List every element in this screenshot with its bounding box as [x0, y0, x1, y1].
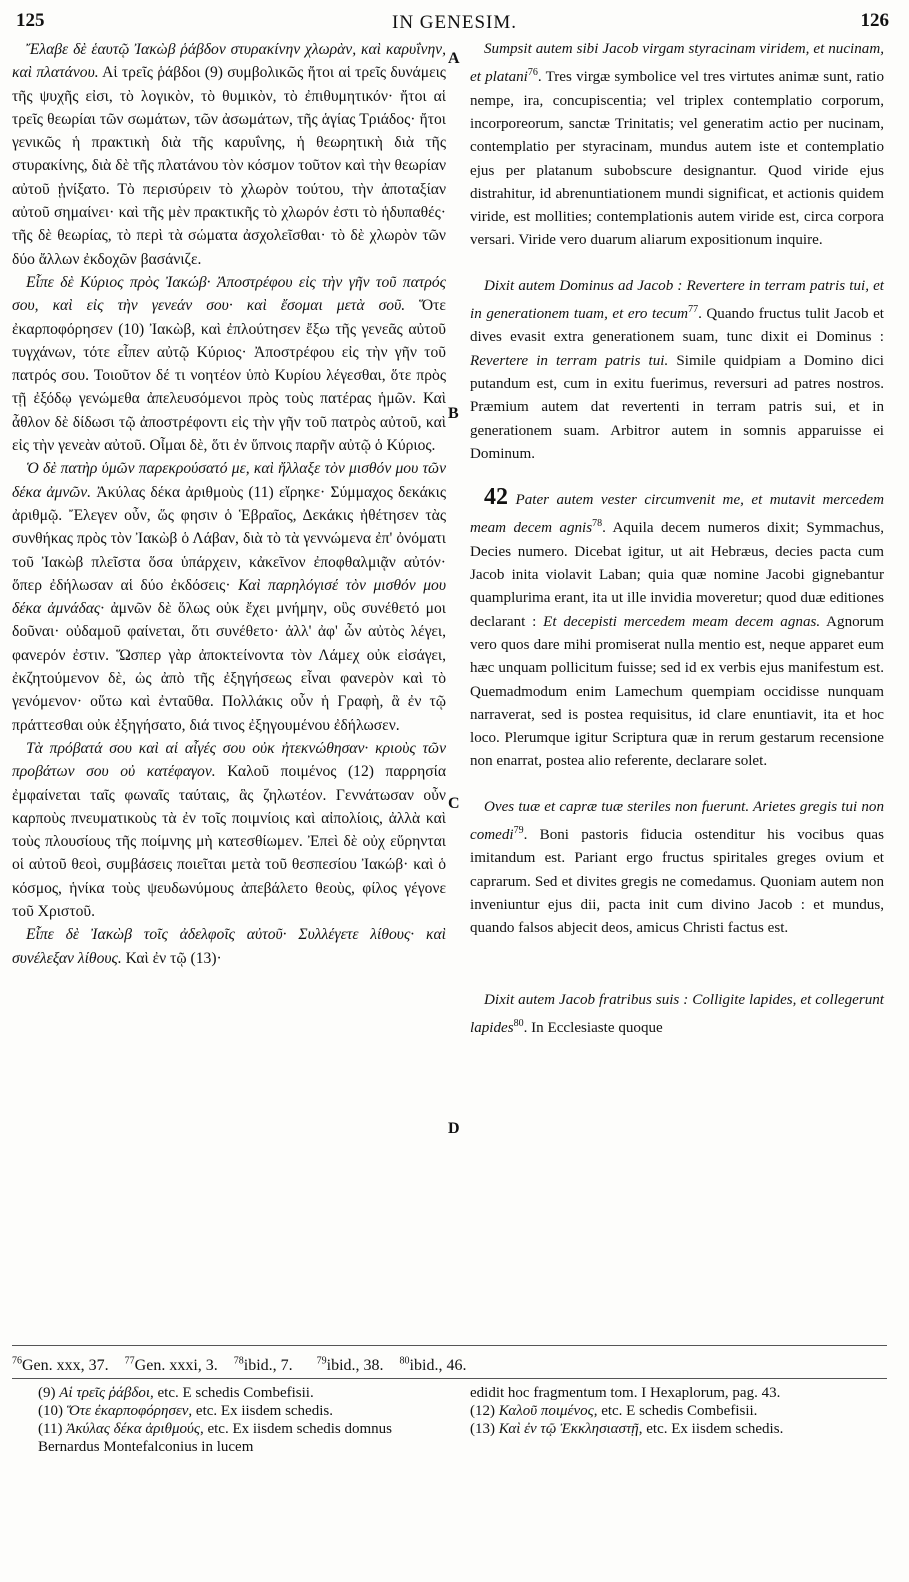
margin-letter-d: D	[448, 1120, 460, 1137]
latin-column	[470, 38, 884, 1040]
scripture-references	[12, 1356, 892, 1375]
latin-paragraph: Dixit autem Dominus ad Jacob : Revertere in terram patris tui, et in generationem tuam, et ero tecum$^{77}$. Quando fructus tulit Jacob et dives evasit extra generationem suam, tunc dixit ei Dominus : Revertere in terram patris tui. Simile quidpiam a Domino dici putandum est, cum in exitu fuerimus, reversuri ad patres nostros. Præmium autem dat revertenti in terram patris sui, et in generationem suam. Arbitror autem in somnis apparuisse ei Dominum.	[470, 277, 884, 462]
footnote: (10) Ὅτε ἐκαρποφόρησεν, etc. Ex iisdem schedis.	[38, 1403, 333, 1419]
footnote: edidit hoc fragmentum tom. I Hexaplorum, pag. 43.	[470, 1385, 781, 1401]
greek-paragraph: Εἶπε δὲ Ἰακὼβ τοῖς ἀδελφοῖς αὐτοῦ· Συλλέγετε λίθους· καὶ συνέλεξαν λίθους. Καὶ ἐν τῷ (13)·	[12, 926, 446, 967]
divider	[12, 1345, 887, 1346]
margin-letter-c: C	[448, 795, 460, 812]
greek-paragraph: Ὁ δὲ πατὴρ ὑμῶν παρεκρούσατό με, καὶ ἤλλαξε τὸν μισθόν μου τῶν δέκα ἀμνῶν. Ἀκύλας δέκα ἀριθμοὺς (11) εἴρηκε· Σύμμαχος δεκάκις ἀριθμῷ. Ἔλεγεν οὖν, ὥς φησιν ὁ Ἑβραῖος, Δεκάκις ἠθέτησεν τὰς συνθήκας πρὸς τὸν Ἰακὼβ ὁ Λάβαν, διὰ τὸ τὰ γεννώμενα ἐπ' ὀνόματι τοῦ Ἰακὼβ πλεῖστα ὅσα ὑπάρχειν, κἀκεῖνον ἐποφθαλμιᾷν αὐτόν· ὅπερ ἐδήλωσαν αἱ δύο ἐκδόσεις· Καὶ παρηλόγισέ τὸν μισθόν μου δέκα ἀμνάδας· ἀμνῶν δὲ ὅλως οὐκ ἔχει μνήμην, οὓς συνέθετό μοι δοῦναι· οὐδαμοῦ φαίνεται, ὅτι συνέθετο· ἀλλ' ἀφ' ὧν αὐτὸς λέγει, φανερόν ἐστιν. Ὥσπερ γὰρ ἀποκτείνοντα τὸν Λάμεχ οὐκ εἰσάγει, ἐκζητούμενον δὲ, ὡς ἀπὸ τῆς ἐξηγήσεως εἶναι φανερὸν καὶ τὸ γενόμενον· οὕτω καὶ ἐνταῦθα. Πολλάκις οὖν ἡ Γραφὴ, ἃ ἐν τῷ πράττεσθαι οὐκ ἐξηγήσατο, διά τινος ἐξηγουμένου ἐδήλωσεν.	[12, 460, 447, 734]
margin-letter-a: A	[448, 50, 460, 67]
footnotes-right	[470, 1384, 890, 1438]
latin-paragraph: Oves tuæ et capræ tuæ steriles non fuerunt. Arietes gregis tui non comedi$^{79}$. Boni pastoris fiducia ostenditur his vocibus quas imitandum est. Pariant ergo fructus spiritales greges ovium et caprarum. Sed et divites gregis ne comedamus. Quoniam autem non inveniuntur ejus dii, pacta init cum divino Jacob : et mundus, quando falsos abjecit deos, amicus Christi factus est.	[470, 798, 884, 937]
greek-paragraph: Τὰ πρόβατά σου καὶ αἱ αἶγές σου οὐκ ἠτεκνώθησαν· κριοὺς τῶν προβάτων σου οὐ κατέφαγον. Καλοῦ ποιμένος (12) παρρησία ἐμφαίνεται ταῖς φωναῖς ταύταις, ἃς ζηλωτέον. Γεννάτωσαν οὖν καρποὺς πνευματικοὺς τὰ ἐν τοῖς ποιμνίοις καὶ αἰπολίοις, ἀλλὰ καὶ τοὺς πλουσίους τῆς ποίμνης μὴ κατεσθίωμεν. Ἐπεὶ δὲ οὐχ εὕρηνται οἱ αὐτοῦ θεοὶ, συμβάσεις ποιεῖται μετὰ τοῦ θεσπεσίου Ἰακώβ· καὶ ὁ κόσμος, ἡνίκα τοὺς ψευδωνύμους ἀπεβάλετο θεοὺς, φίλος γέγονε τοῦ Χριστοῦ.	[12, 739, 447, 920]
footnote: (9) Αἱ τρεῖς ῥάβδοι, etc. E schedis Combefisii.	[38, 1385, 314, 1401]
section-number: 42	[484, 484, 508, 511]
reference: $^{77}$Gen. xxxi, 3.	[124, 1356, 218, 1375]
margin-letter-b: B	[448, 405, 459, 422]
footnote: (11) Ἀκύλας δέκα ἀριθμούς, etc. Ex iisdem schedis domnus Bernardus Montefalconius in lucem	[38, 1421, 393, 1455]
latin-paragraph: 42 Pater autem vester circumvenit me, et mutavit mercedem meam decem agnis$^{78}$. Aquila decem numeros dixit; Symmachus, Decies numero. Dicebat igitur, ut ait Hebræus, decies pacta cum Jacob inita violavit Laban; quia quæ nomine Jacobi gignebantur quamplurima erant, ita ut ille invidia moveretur; quod duæ editiones declarant : Et decepisti mercedem meam decem agnas. Agnorum vero quos dare mihi promiserat nulla mentio est, neque apparet eum hæc unquam pollicitum fuisse; sed id ex verbis ejus manifestum est. Quemadmodum enim Lamechum quempiam occidisse nunquam narraverat, sed is postea requisitus, id clare enuntiavit, ita et hoc loco. Plerumque igitur Scriptura quæ in rerum gestarum recensione non enarrat, postea alio referente, declarare solet.	[470, 484, 884, 770]
footnote: (13) Καὶ ἐν τῷ Ἐκκλησιαστῇ, etc. Ex iisdem schedis.	[470, 1421, 784, 1437]
reference: $^{80}$ibid., 46.	[399, 1356, 467, 1375]
latin-paragraph: Dixit autem Jacob fratribus suis : Colligite lapides, et collegerunt lapides$^{80}$. In Ecclesiaste quoque	[470, 991, 884, 1036]
page-number-left: 125	[16, 10, 45, 31]
reference: $^{76}$Gen. xxx, 37.	[12, 1356, 109, 1375]
greek-column	[12, 38, 446, 970]
reference: $^{79}$ibid., 38.	[316, 1356, 384, 1375]
reference: $^{78}$ibid., 7.	[233, 1356, 293, 1375]
running-header	[0, 6, 909, 36]
latin-paragraph: Sumpsit autem sibi Jacob virgam styracinam viridem, et nucinam, et platani$^{76}$. Tres virgæ symbolice vel tres virtutes animæ sunt, ratio nempe, ira, concupiscentia; vel triplex contemplatio corporum, incorporeorum, sanctæ Trinitatis; vel generatim actio per nucinam, contemplatio per styracinam, mundus autem iste et contemplatio ejus per platanum subobscure designantur. Quod viride ejus distrahitur, id abrenuntiationem mundi significat, et actionis quidem viride, est mollities; contemplationis autem viride est, circa corpora versari. Viride vero duarum aliarum expositionum inquire.	[470, 41, 885, 249]
page-number-right: 126	[860, 10, 889, 31]
footnotes-left	[38, 1384, 448, 1456]
greek-paragraph: Ἔλαβε δὲ ἑαυτῷ Ἰακὼβ ῥάβδον στυρακίνην χλωρὰν, καὶ καρυΐνην, καὶ πλατάνου. Αἱ τρεῖς ῥάβδοι (9) συμβολικῶς ἤτοι αἱ τρεῖς δυνάμεις τῆς ψυχῆς εἰσι, τὸ λογικὸν, τὸ θυμικὸν, τὸ ἐπιθυμητικόν· ἤτοι αἱ τρεῖς θεωρίαι τῶν σωμάτων, τῶν ἀσωμάτων, τῆς ἁγίας Τριάδος· ἤτοι γενικῶς ἡ πρακτικὴ διὰ τῆς καρυΐνης, ἡ θεωρητικὴ διὰ τῆς στυρακίνης, διὰ δὲ τῆς πλατάνου τὸν κόσμον τοῦτον καὶ τὴν θεωρίαν αὐτοῦ ᾐνίξατο. Τὸ περισύρειν τὸ χλωρὸν τούτου, τὴν ἀποταξίαν αὐτοῦ σημαίνει· καὶ τῆς μὲν πρακτικῆς τὸ χλωρόν ἐστι τὸ ἡδυπαθές· τῆς δὲ θεωρίας, τὸ περὶ τὰ σώματα ἀσχολεῖσθαι· τὸ δὲ χλωρὸν τῶν δύο ἄλλων ἐκδοχῶν βασάνιζε.	[12, 41, 446, 268]
running-title: IN GENESIM.	[392, 12, 517, 33]
greek-paragraph: Εἶπε δὲ Κύριος πρὸς Ἰακώβ· Ἀποστρέφου εἰς τὴν γῆν τοῦ πατρός σου, καὶ εἰς τὴν γενεάν σου· καὶ ἔσομαι μετὰ σοῦ. Ὅτε ἐκαρποφόρησεν (10) Ἰακὼβ, καὶ ἐπλούτησεν ἔξω τῆς γενεᾶς αὐτοῦ τυγχάνων, τότε εἶπεν αὐτῷ Κύριος· Ἀποστρέφου εἰς τὴν γῆν τοῦ πατρός σου. Τοιοῦτον δέ τι νοητέον ὑπὸ Κυρίου λέγεσθαι, ὅτε πρὸς τῇ ἐξόδῳ γενώμεθα ἀπελευσόμενοι πρὸς τοὺς πατέρας ἡμῶν. Καὶ ἆθλον δὲ δίδωσι τῷ ἀποστρέφοντι εἰς τὴν γῆν τοῦ πατρὸς αὐτοῦ, καὶ εἰς τὴν γενεὰν αὐτοῦ. Οἶμαι δὲ, ὅτι ἐν ὕπνοις παρῆν αὐτῷ ὁ Κύριος.	[12, 273, 446, 455]
footnote: (12) Καλοῦ ποιμένος, etc. E schedis Combefisii.	[470, 1403, 758, 1419]
divider	[12, 1378, 887, 1379]
